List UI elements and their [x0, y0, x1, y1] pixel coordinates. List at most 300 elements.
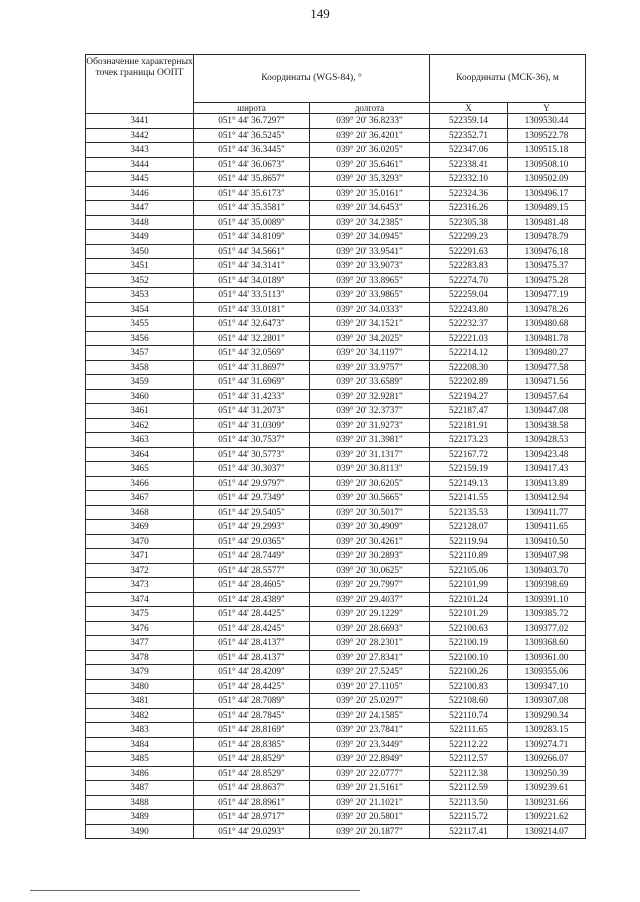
point-id-cell: 3450	[86, 244, 194, 259]
x-coordinate-cell: 522108.60	[430, 694, 508, 709]
y-coordinate-cell: 1309478.26	[508, 302, 586, 317]
y-coordinate-cell: 1309522.78	[508, 128, 586, 143]
point-id-cell: 3466	[86, 476, 194, 491]
table-row	[86, 172, 586, 187]
msk36-header: Координаты (МСК-36), м	[430, 55, 586, 103]
latitude-header: широта	[194, 103, 310, 114]
table-row	[86, 157, 586, 172]
point-id-cell: 3490	[86, 824, 194, 839]
latitude-cell: 051° 44' 32.6473"	[194, 317, 310, 332]
table-row	[86, 607, 586, 622]
x-coordinate-cell: 522119.94	[430, 534, 508, 549]
latitude-cell: 051° 44' 29.0293"	[194, 824, 310, 839]
y-coordinate-cell: 1309266.07	[508, 752, 586, 767]
longitude-cell: 039° 20' 32.9281"	[310, 389, 430, 404]
longitude-cell: 039° 20' 33.9541"	[310, 244, 430, 259]
latitude-cell: 051° 44' 33.5113"	[194, 288, 310, 303]
x-coordinate-cell: 522305.38	[430, 215, 508, 230]
x-coordinate-cell: 522291.63	[430, 244, 508, 259]
longitude-cell: 039° 20' 31.1317"	[310, 447, 430, 462]
table-row	[86, 404, 586, 419]
longitude-cell: 039° 20' 21.5161"	[310, 781, 430, 796]
point-id-cell: 3467	[86, 491, 194, 506]
latitude-cell: 051° 44' 28.4137"	[194, 636, 310, 651]
latitude-cell: 051° 44' 28.8529"	[194, 766, 310, 781]
x-coordinate-cell: 522299.23	[430, 230, 508, 245]
table-row	[86, 491, 586, 506]
longitude-cell: 039° 20' 33.9865"	[310, 288, 430, 303]
y-coordinate-cell: 1309476.18	[508, 244, 586, 259]
point-id-cell: 3484	[86, 737, 194, 752]
latitude-cell: 051° 44' 31.8697"	[194, 360, 310, 375]
longitude-cell: 039° 20' 23.7841"	[310, 723, 430, 738]
x-coordinate-cell: 522110.89	[430, 549, 508, 564]
x-coordinate-cell: 522243.80	[430, 302, 508, 317]
x-coordinate-cell: 522101.24	[430, 592, 508, 607]
longitude-cell: 039° 20' 30.0625"	[310, 563, 430, 578]
point-id-cell: 3459	[86, 375, 194, 390]
x-coordinate-cell: 522202.89	[430, 375, 508, 390]
table-row	[86, 259, 586, 274]
longitude-cell: 039° 20' 22.0777"	[310, 766, 430, 781]
table-row	[86, 650, 586, 665]
y-coordinate-cell: 1309398.69	[508, 578, 586, 593]
longitude-cell: 039° 20' 30.6205"	[310, 476, 430, 491]
point-id-cell: 3451	[86, 259, 194, 274]
y-coordinate-cell: 1309385.72	[508, 607, 586, 622]
y-coordinate-cell: 1309480.68	[508, 317, 586, 332]
point-id-cell: 3446	[86, 186, 194, 201]
latitude-cell: 051° 44' 30.3037"	[194, 462, 310, 477]
latitude-cell: 051° 44' 28.4425"	[194, 607, 310, 622]
latitude-cell: 051° 44' 28.7845"	[194, 708, 310, 723]
y-coordinate-cell: 1309447.08	[508, 404, 586, 419]
table-row	[86, 143, 586, 158]
y-coordinate-cell: 1309368.60	[508, 636, 586, 651]
x-coordinate-cell: 522105.06	[430, 563, 508, 578]
point-id-cell: 3479	[86, 665, 194, 680]
x-coordinate-cell: 522352.71	[430, 128, 508, 143]
point-id-cell: 3480	[86, 679, 194, 694]
table-row	[86, 665, 586, 680]
point-id-cell: 3468	[86, 505, 194, 520]
latitude-cell: 051° 44' 28.9717"	[194, 810, 310, 825]
longitude-cell: 039° 20' 36.8233"	[310, 114, 430, 129]
y-coordinate-cell: 1309480.27	[508, 346, 586, 361]
point-id-cell: 3458	[86, 360, 194, 375]
longitude-cell: 039° 20' 34.0333"	[310, 302, 430, 317]
longitude-cell: 039° 20' 35.6461"	[310, 157, 430, 172]
table-row	[86, 737, 586, 752]
x-coordinate-cell: 522111.65	[430, 723, 508, 738]
table-body	[86, 114, 586, 839]
y-coordinate-cell: 1309438.58	[508, 418, 586, 433]
longitude-cell: 039° 20' 33.9757"	[310, 360, 430, 375]
y-coordinate-cell: 1309391.10	[508, 592, 586, 607]
point-id-cell: 3481	[86, 694, 194, 709]
y-coordinate-cell: 1309496.17	[508, 186, 586, 201]
point-id-cell: 3486	[86, 766, 194, 781]
latitude-cell: 051° 44' 30.5773"	[194, 447, 310, 462]
longitude-cell: 039° 20' 29.1229"	[310, 607, 430, 622]
table-row	[86, 186, 586, 201]
x-coordinate-cell: 522112.22	[430, 737, 508, 752]
latitude-cell: 051° 44' 28.4389"	[194, 592, 310, 607]
x-coordinate-cell: 522359.14	[430, 114, 508, 129]
longitude-cell: 039° 20' 27.8341"	[310, 650, 430, 665]
x-coordinate-cell: 522274.70	[430, 273, 508, 288]
longitude-cell: 039° 20' 28.2301"	[310, 636, 430, 651]
point-id-cell: 3483	[86, 723, 194, 738]
x-coordinate-cell: 522100.83	[430, 679, 508, 694]
point-id-cell: 3477	[86, 636, 194, 651]
longitude-cell: 039° 20' 34.2385"	[310, 215, 430, 230]
point-id-cell: 3454	[86, 302, 194, 317]
x-coordinate-cell: 522128.07	[430, 520, 508, 535]
y-coordinate-cell: 1309407.98	[508, 549, 586, 564]
y-coordinate-cell: 1309502.09	[508, 172, 586, 187]
latitude-cell: 051° 44' 28.4209"	[194, 665, 310, 680]
longitude-cell: 039° 20' 20.1877"	[310, 824, 430, 839]
latitude-cell: 051° 44' 35.6173"	[194, 186, 310, 201]
y-header: Y	[508, 103, 586, 114]
longitude-cell: 039° 20' 30.2893"	[310, 549, 430, 564]
table-row	[86, 810, 586, 825]
point-id-cell: 3478	[86, 650, 194, 665]
y-coordinate-cell: 1309417.43	[508, 462, 586, 477]
table-row	[86, 520, 586, 535]
x-coordinate-cell: 522194.27	[430, 389, 508, 404]
table-row	[86, 795, 586, 810]
table-row	[86, 708, 586, 723]
table-row	[86, 215, 586, 230]
x-coordinate-cell: 522347.06	[430, 143, 508, 158]
latitude-cell: 051° 44' 32.2801"	[194, 331, 310, 346]
x-coordinate-cell: 522135.53	[430, 505, 508, 520]
y-coordinate-cell: 1309481.48	[508, 215, 586, 230]
point-id-cell: 3475	[86, 607, 194, 622]
x-coordinate-cell: 522338.41	[430, 157, 508, 172]
table-row	[86, 302, 586, 317]
x-coordinate-cell: 522100.26	[430, 665, 508, 680]
y-coordinate-cell: 1309489.15	[508, 201, 586, 216]
y-coordinate-cell: 1309530.44	[508, 114, 586, 129]
latitude-cell: 051° 44' 31.6969"	[194, 375, 310, 390]
latitude-cell: 051° 44' 29.0365"	[194, 534, 310, 549]
latitude-cell: 051° 44' 33.0181"	[194, 302, 310, 317]
longitude-cell: 039° 20' 33.6589"	[310, 375, 430, 390]
table-row	[86, 549, 586, 564]
longitude-cell: 039° 20' 31.9273"	[310, 418, 430, 433]
table-row	[86, 476, 586, 491]
table-row	[86, 636, 586, 651]
longitude-cell: 039° 20' 32.3737"	[310, 404, 430, 419]
point-id-cell: 3470	[86, 534, 194, 549]
table-row	[86, 375, 586, 390]
longitude-cell: 039° 20' 30.5017"	[310, 505, 430, 520]
longitude-cell: 039° 20' 27.5245"	[310, 665, 430, 680]
latitude-cell: 051° 44' 28.8169"	[194, 723, 310, 738]
latitude-cell: 051° 44' 31.0309"	[194, 418, 310, 433]
point-id-cell: 3473	[86, 578, 194, 593]
y-coordinate-cell: 1309423.48	[508, 447, 586, 462]
table-row	[86, 578, 586, 593]
longitude-cell: 039° 20' 33.9073"	[310, 259, 430, 274]
longitude-cell: 039° 20' 36.4201"	[310, 128, 430, 143]
longitude-cell: 039° 20' 35.3293"	[310, 172, 430, 187]
y-coordinate-cell: 1309508.10	[508, 157, 586, 172]
table-row	[86, 752, 586, 767]
x-coordinate-cell: 522141.55	[430, 491, 508, 506]
x-coordinate-cell: 522167.72	[430, 447, 508, 462]
y-coordinate-cell: 1309477.19	[508, 288, 586, 303]
point-id-cell: 3469	[86, 520, 194, 535]
table-row	[86, 824, 586, 839]
point-id-cell: 3443	[86, 143, 194, 158]
x-coordinate-cell: 522100.10	[430, 650, 508, 665]
y-coordinate-cell: 1309283.15	[508, 723, 586, 738]
table-row	[86, 766, 586, 781]
longitude-cell: 039° 20' 29.4037"	[310, 592, 430, 607]
y-coordinate-cell: 1309214.07	[508, 824, 586, 839]
y-coordinate-cell: 1309515.18	[508, 143, 586, 158]
x-coordinate-cell: 522112.57	[430, 752, 508, 767]
page-number: 149	[310, 6, 330, 21]
y-coordinate-cell: 1309290.34	[508, 708, 586, 723]
longitude-cell: 039° 20' 34.1197"	[310, 346, 430, 361]
longitude-cell: 039° 20' 34.0945"	[310, 230, 430, 245]
point-id-cell: 3447	[86, 201, 194, 216]
point-id-cell: 3471	[86, 549, 194, 564]
table-row	[86, 244, 586, 259]
x-coordinate-cell: 522232.37	[430, 317, 508, 332]
y-coordinate-cell: 1309347.10	[508, 679, 586, 694]
point-id-cell: 3453	[86, 288, 194, 303]
point-id-cell: 3482	[86, 708, 194, 723]
longitude-cell: 039° 20' 30.5665"	[310, 491, 430, 506]
table-row	[86, 288, 586, 303]
latitude-cell: 051° 44' 28.4425"	[194, 679, 310, 694]
y-coordinate-cell: 1309475.28	[508, 273, 586, 288]
longitude-cell: 039° 20' 36.0205"	[310, 143, 430, 158]
point-id-cell: 3445	[86, 172, 194, 187]
table-row	[86, 346, 586, 361]
y-coordinate-cell: 1309221.62	[508, 810, 586, 825]
latitude-cell: 051° 44' 34.3141"	[194, 259, 310, 274]
y-coordinate-cell: 1309361.00	[508, 650, 586, 665]
x-coordinate-cell: 522113.50	[430, 795, 508, 810]
x-coordinate-cell: 522159.19	[430, 462, 508, 477]
table-row	[86, 331, 586, 346]
latitude-cell: 051° 44' 28.8637"	[194, 781, 310, 796]
point-id-cell: 3487	[86, 781, 194, 796]
point-id-cell: 3456	[86, 331, 194, 346]
longitude-cell: 039° 20' 28.6693"	[310, 621, 430, 636]
table-row	[86, 462, 586, 477]
x-coordinate-cell: 522100.63	[430, 621, 508, 636]
table-row	[86, 592, 586, 607]
latitude-cell: 051° 44' 36.3445"	[194, 143, 310, 158]
point-id-cell: 3485	[86, 752, 194, 767]
latitude-cell: 051° 44' 29.9797"	[194, 476, 310, 491]
point-id-cell: 3455	[86, 317, 194, 332]
longitude-cell: 039° 20' 34.2025"	[310, 331, 430, 346]
longitude-header: долгота	[310, 103, 430, 114]
point-id-cell: 3465	[86, 462, 194, 477]
y-coordinate-cell: 1309412.94	[508, 491, 586, 506]
y-coordinate-cell: 1309457.64	[508, 389, 586, 404]
latitude-cell: 051° 44' 28.7449"	[194, 549, 310, 564]
y-coordinate-cell: 1309250.39	[508, 766, 586, 781]
latitude-cell: 051° 44' 31.2073"	[194, 404, 310, 419]
x-coordinate-cell: 522112.38	[430, 766, 508, 781]
latitude-cell: 051° 44' 36.5245"	[194, 128, 310, 143]
x-coordinate-cell: 522149.13	[430, 476, 508, 491]
latitude-cell: 051° 44' 28.7089"	[194, 694, 310, 709]
point-id-cell: 3452	[86, 273, 194, 288]
point-id-cell: 3441	[86, 114, 194, 129]
x-coordinate-cell: 522181.91	[430, 418, 508, 433]
latitude-cell: 051° 44' 29.7349"	[194, 491, 310, 506]
longitude-cell: 039° 20' 27.1105"	[310, 679, 430, 694]
latitude-cell: 051° 44' 28.8961"	[194, 795, 310, 810]
x-coordinate-cell: 522101.99	[430, 578, 508, 593]
point-id-cell: 3461	[86, 404, 194, 419]
y-coordinate-cell: 1309411.65	[508, 520, 586, 535]
latitude-cell: 051° 44' 31.4233"	[194, 389, 310, 404]
table-row	[86, 230, 586, 245]
point-id-cell: 3442	[86, 128, 194, 143]
table-row	[86, 534, 586, 549]
x-coordinate-cell: 522187.47	[430, 404, 508, 419]
y-coordinate-cell: 1309274.71	[508, 737, 586, 752]
longitude-cell: 039° 20' 34.6453"	[310, 201, 430, 216]
table-header	[86, 55, 586, 114]
point-id-cell: 3476	[86, 621, 194, 636]
y-coordinate-cell: 1309477.58	[508, 360, 586, 375]
table-row	[86, 433, 586, 448]
longitude-cell: 039° 20' 21.1021"	[310, 795, 430, 810]
latitude-cell: 051° 44' 28.8529"	[194, 752, 310, 767]
latitude-cell: 051° 44' 36.7297"	[194, 114, 310, 129]
latitude-cell: 051° 44' 28.4245"	[194, 621, 310, 636]
longitude-cell: 039° 20' 20.5801"	[310, 810, 430, 825]
longitude-cell: 039° 20' 34.1521"	[310, 317, 430, 332]
table-row	[86, 621, 586, 636]
table-row	[86, 694, 586, 709]
latitude-cell: 051° 44' 35.0089"	[194, 215, 310, 230]
table-row	[86, 360, 586, 375]
point-id-cell: 3448	[86, 215, 194, 230]
x-coordinate-cell: 522173.23	[430, 433, 508, 448]
table-row	[86, 679, 586, 694]
longitude-cell: 039° 20' 33.8965"	[310, 273, 430, 288]
table-row	[86, 128, 586, 143]
latitude-cell: 051° 44' 28.5577"	[194, 563, 310, 578]
x-coordinate-cell: 522221.03	[430, 331, 508, 346]
x-coordinate-cell: 522332.10	[430, 172, 508, 187]
point-id-cell: 3462	[86, 418, 194, 433]
y-coordinate-cell: 1309239.61	[508, 781, 586, 796]
y-coordinate-cell: 1309377.02	[508, 621, 586, 636]
point-id-cell: 3463	[86, 433, 194, 448]
point-id-cell: 3457	[86, 346, 194, 361]
x-coordinate-cell: 522259.04	[430, 288, 508, 303]
latitude-cell: 051° 44' 30.7537"	[194, 433, 310, 448]
point-id-cell: 3488	[86, 795, 194, 810]
y-coordinate-cell: 1309475.37	[508, 259, 586, 274]
y-coordinate-cell: 1309478.79	[508, 230, 586, 245]
x-header: X	[430, 103, 508, 114]
y-coordinate-cell: 1309481.78	[508, 331, 586, 346]
longitude-cell: 039° 20' 30.4261"	[310, 534, 430, 549]
wgs84-header: Координаты (WGS-84), °	[194, 55, 430, 103]
table-row	[86, 317, 586, 332]
point-designation-header: Обозначение характерных точек границы ООПТ	[86, 55, 194, 114]
x-coordinate-cell: 522100.19	[430, 636, 508, 651]
table-row	[86, 201, 586, 216]
x-coordinate-cell: 522283.83	[430, 259, 508, 274]
y-coordinate-cell: 1309231.66	[508, 795, 586, 810]
latitude-cell: 051° 44' 28.4605"	[194, 578, 310, 593]
point-id-cell: 3472	[86, 563, 194, 578]
table-row	[86, 723, 586, 738]
y-coordinate-cell: 1309428.53	[508, 433, 586, 448]
table-row	[86, 781, 586, 796]
latitude-cell: 051° 44' 35.3581"	[194, 201, 310, 216]
x-coordinate-cell: 522316.26	[430, 201, 508, 216]
latitude-cell: 051° 44' 35.8657"	[194, 172, 310, 187]
point-id-cell: 3464	[86, 447, 194, 462]
y-coordinate-cell: 1309307.08	[508, 694, 586, 709]
latitude-cell: 051° 44' 28.4137"	[194, 650, 310, 665]
x-coordinate-cell: 522110.74	[430, 708, 508, 723]
longitude-cell: 039° 20' 25.0297"	[310, 694, 430, 709]
x-coordinate-cell: 522324.36	[430, 186, 508, 201]
longitude-cell: 039° 20' 29.7997"	[310, 578, 430, 593]
y-coordinate-cell: 1309355.06	[508, 665, 586, 680]
footer-rule	[30, 890, 360, 891]
table-row	[86, 389, 586, 404]
latitude-cell: 051° 44' 28.8385"	[194, 737, 310, 752]
latitude-cell: 051° 44' 34.8109"	[194, 230, 310, 245]
latitude-cell: 051° 44' 34.0189"	[194, 273, 310, 288]
latitude-cell: 051° 44' 36.0673"	[194, 157, 310, 172]
table-row	[86, 418, 586, 433]
longitude-cell: 039° 20' 35.0161"	[310, 186, 430, 201]
y-coordinate-cell: 1309411.77	[508, 505, 586, 520]
point-id-cell: 3489	[86, 810, 194, 825]
longitude-cell: 039° 20' 22.8949"	[310, 752, 430, 767]
x-coordinate-cell: 522115.72	[430, 810, 508, 825]
latitude-cell: 051° 44' 34.5661"	[194, 244, 310, 259]
x-coordinate-cell: 522101.29	[430, 607, 508, 622]
table-row	[86, 447, 586, 462]
x-coordinate-cell: 522112.59	[430, 781, 508, 796]
table-row	[86, 563, 586, 578]
x-coordinate-cell: 522117.41	[430, 824, 508, 839]
point-id-cell: 3449	[86, 230, 194, 245]
longitude-cell: 039° 20' 30.8113"	[310, 462, 430, 477]
coordinates-table	[85, 54, 586, 839]
point-id-cell: 3460	[86, 389, 194, 404]
longitude-cell: 039° 20' 31.3981"	[310, 433, 430, 448]
x-coordinate-cell: 522214.12	[430, 346, 508, 361]
longitude-cell: 039° 20' 23.3449"	[310, 737, 430, 752]
y-coordinate-cell: 1309403.70	[508, 563, 586, 578]
latitude-cell: 051° 44' 29.5405"	[194, 505, 310, 520]
point-id-cell: 3474	[86, 592, 194, 607]
